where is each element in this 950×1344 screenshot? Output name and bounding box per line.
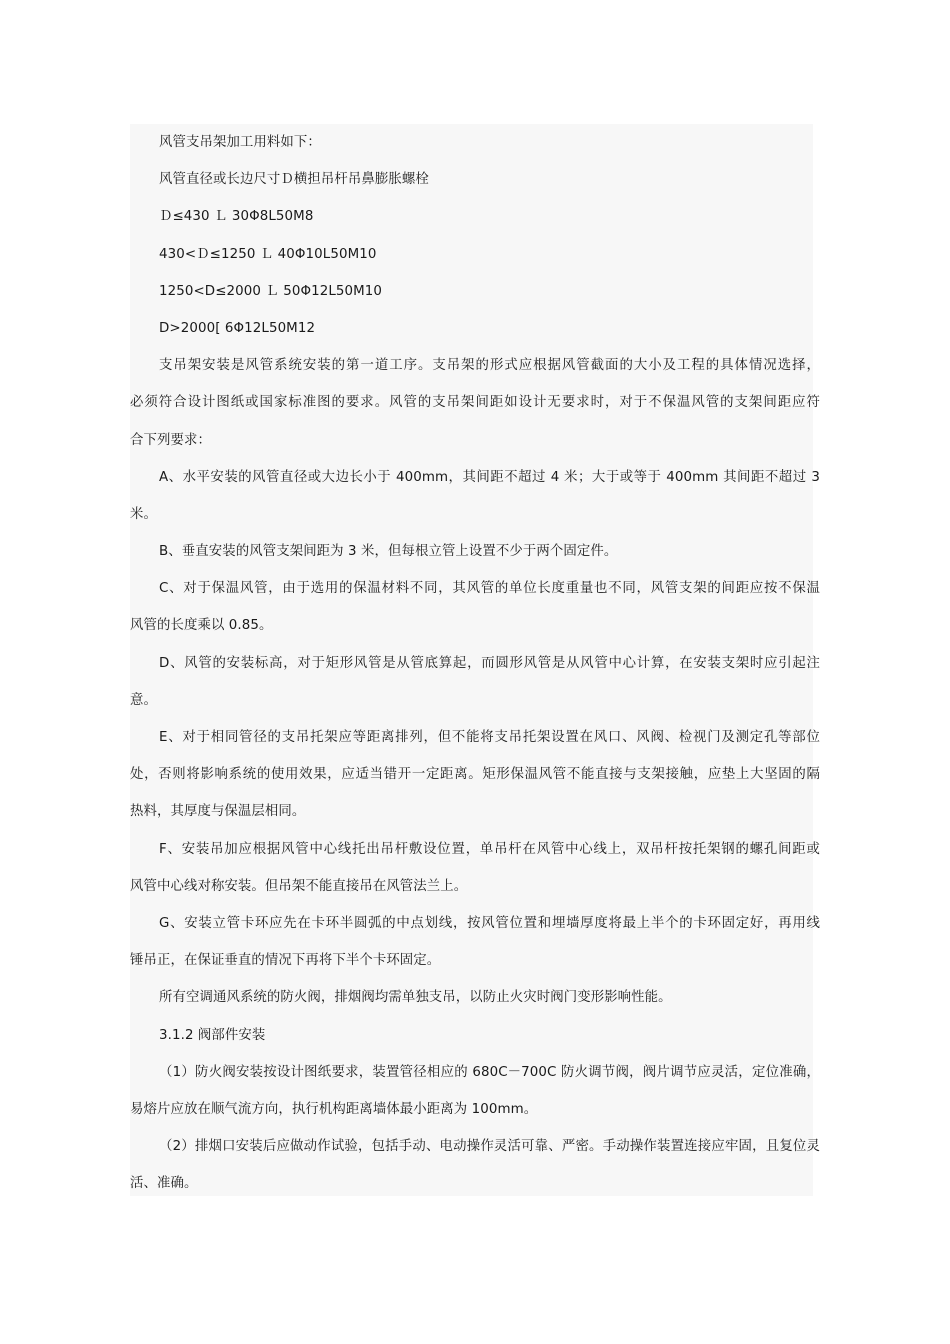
text-line: 430<Ｄ≤1250 Ｌ 40Φ10L50M10 [159, 246, 377, 262]
text-line: D>2000[ 6Φ12L50M12 [159, 320, 316, 336]
text-line: 合下列要求： [130, 432, 211, 448]
text-line: 风管中心线对称安装。但吊架不能直接吊在风管法兰上。 [130, 878, 468, 894]
text-line: （2）排烟口安装后应做动作试验，包括手动、电动操作灵活可靠、严密。手动操作装置连接应牢固，且复位灵 [159, 1139, 820, 1155]
text-line: 3.1.2 阀部件安装 [159, 1027, 266, 1043]
text-line: G、安装立管卡环应先在卡环半圆弧的中点划线，按风管位置和埋墙厚度将最上半个的卡环固定好，再用线 [159, 915, 820, 931]
text-line: B、垂直安装的风管支架间距为 3 米，但每根立管上设置不少于两个固定件。 [159, 544, 618, 560]
text-line: Ｄ≤430 Ｌ 30Φ8L50M8 [159, 209, 314, 225]
text-line: 易熔片应放在顺气流方向，执行机构距离墙体最小距离为 100mm。 [130, 1101, 538, 1117]
text-line: E、对于相同管径的支吊托架应等距离排列，但不能将支吊托架设置在风口、风阀、检视门及测定孔等部位 [159, 730, 820, 745]
text-line: C、对于保温风管，由于选用的保温材料不同，其风管的单位长度重量也不同，风管支架的间距应按不保温 [159, 581, 820, 597]
text-line: 风管支吊架加工用料如下： [159, 135, 321, 150]
text-line: A、水平安装的风管直径或大边长小于 400mm，其间距不超过 4 米；大于或等于 400mm 其间距不超过 3 [159, 469, 820, 485]
text-line: 米。 [130, 506, 157, 522]
text-line: 支吊架安装是风管系统安装的第一道工序。支吊架的形式应根据风管截面的大小及工程的具体情况选择， [159, 358, 820, 374]
text-line: 意。 [130, 692, 157, 708]
text-line: （1）防火阀安装按设计图纸要求，装置管径相应的 680C－700C 防火调节阀，阀片调节应灵活，定位准确， [159, 1064, 820, 1080]
text-line: F、安装吊加应根据风管中心线托出吊杆敷设位置，单吊杆在风管中心线上，双吊杆按托架钢的螺孔间距或 [159, 841, 820, 857]
text-line: 锤吊正，在保证垂直的情况下再将下半个卡环固定。 [130, 953, 441, 969]
text-line: D、风管的安装标高，对于矩形风管是从管底算起，而圆形风管是从风管中心计算，在安装支架时应引起注 [159, 655, 820, 671]
text-line: 1250<D≤2000 Ｌ 50Φ12L50M10 [159, 283, 383, 299]
text-line: 风管直径或长边尺寸Ｄ横担吊杆吊鼻膨胀螺栓 [159, 172, 429, 188]
text-line: 风管的长度乘以 0.85。 [130, 618, 273, 634]
text-line: 所有空调通风系统的防火阀，排烟阀均需单独支吊，以防止火灾时阀门变形影响性能。 [159, 990, 672, 1006]
text-line: 热料，其厚度与保温层相同。 [130, 804, 306, 820]
text-line: 处，否则将影响系统的使用效果，应适当错开一定距离。矩形保温风管不能直接与支架接触，应垫上大坚固的隔 [130, 767, 820, 783]
document-body [130, 124, 820, 1202]
text-line: 必须符合设计图纸或国家标准图的要求。风管的支吊架间距如设计无要求时，对于不保温风管的支架间距应符 [130, 395, 820, 411]
text-line: 活、准确。 [130, 1176, 198, 1192]
